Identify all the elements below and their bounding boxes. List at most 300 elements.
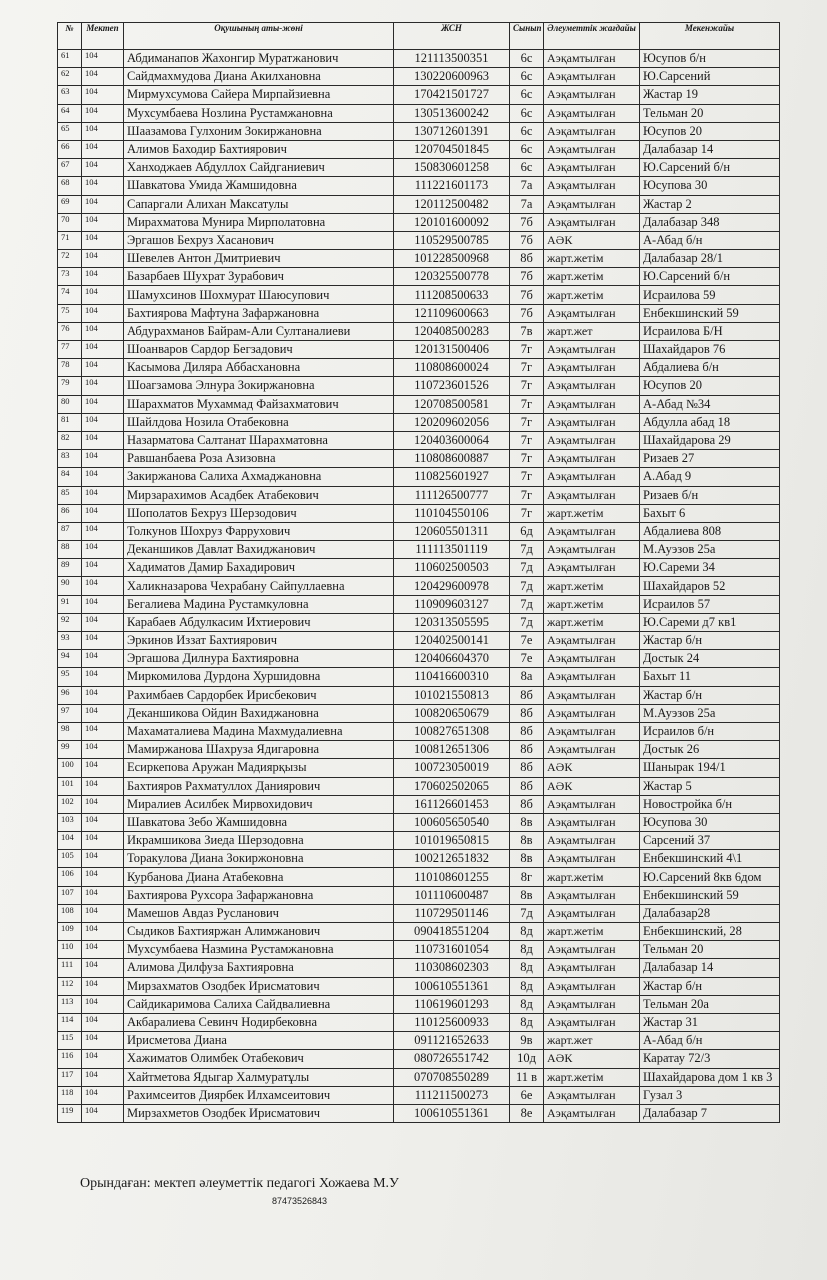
student-name: Торакулова Диана Зокиржоновна [124, 850, 394, 868]
social-status: жарт.жетім [544, 250, 640, 268]
school-number: 104 [82, 759, 124, 777]
student-name: Шарахматов Мухаммад Файзахматович [124, 395, 394, 413]
school-number: 104 [82, 995, 124, 1013]
table-row [58, 486, 780, 504]
school-number: 104 [82, 632, 124, 650]
row-number: 109 [58, 923, 82, 941]
table-row [58, 1104, 780, 1122]
student-name: Мирмухсумова Сайера Мирпайзиевна [124, 86, 394, 104]
social-status: Аэқамтылған [544, 177, 640, 195]
social-status: жарт.жетім [544, 1068, 640, 1086]
header-student-name: Оқушының аты-жөні [124, 23, 394, 50]
school-number: 104 [82, 977, 124, 995]
student-table [57, 22, 780, 1123]
table-row [58, 977, 780, 995]
social-status: Аэқамтылған [544, 341, 640, 359]
address: Шахайдаров 52 [640, 577, 780, 595]
address: Исраилова Б/Н [640, 322, 780, 340]
student-iin: 150830601258 [394, 159, 510, 177]
student-class: 8д [510, 995, 544, 1013]
student-name: Курбанова Диана Атабековна [124, 868, 394, 886]
row-number: 62 [58, 68, 82, 86]
address: Тельман 20 [640, 941, 780, 959]
social-status: АӘК [544, 1050, 640, 1068]
social-status: Аэқамтылған [544, 450, 640, 468]
student-iin: 101110600487 [394, 886, 510, 904]
table-row [58, 541, 780, 559]
student-class: 8д [510, 977, 544, 995]
student-class: 7б [510, 304, 544, 322]
social-status: Аэқамтылған [544, 722, 640, 740]
student-name: Бахтиярова Мафтуна Зафаржановна [124, 304, 394, 322]
table-row [58, 613, 780, 631]
school-number: 104 [82, 904, 124, 922]
student-class: 7а [510, 177, 544, 195]
student-name: Мирахматова Мунира Мирполатовна [124, 213, 394, 231]
table-row [58, 868, 780, 886]
social-status: Аэқамтылған [544, 977, 640, 995]
address: Юсупов б/н [640, 50, 780, 68]
student-iin: 120101600092 [394, 213, 510, 231]
social-status: жарт.жет [544, 322, 640, 340]
table-row [58, 650, 780, 668]
student-iin: 120403600064 [394, 431, 510, 449]
table-row [58, 559, 780, 577]
header-school: Мектеп [82, 23, 124, 50]
school-number: 104 [82, 322, 124, 340]
student-class: 7г [510, 504, 544, 522]
student-iin: 120313505595 [394, 613, 510, 631]
address: Тельман 20 [640, 104, 780, 122]
row-number: 111 [58, 959, 82, 977]
social-status: Аэқамтылған [544, 104, 640, 122]
student-name: Мирзахметов Озодбек Ирисматович [124, 1104, 394, 1122]
school-number: 104 [82, 722, 124, 740]
row-number: 69 [58, 195, 82, 213]
school-number: 104 [82, 486, 124, 504]
address: Абдулла абад 18 [640, 413, 780, 431]
student-iin: 110825601927 [394, 468, 510, 486]
social-status: Аэқамтылған [544, 159, 640, 177]
row-number: 71 [58, 231, 82, 249]
student-class: 7а [510, 195, 544, 213]
address: Достык 26 [640, 741, 780, 759]
row-number: 110 [58, 941, 82, 959]
table-row [58, 686, 780, 704]
school-number: 104 [82, 1032, 124, 1050]
social-status: жарт.жетім [544, 595, 640, 613]
student-name: Сыдиков Бахтияржан Алимжанович [124, 923, 394, 941]
student-class: 8б [510, 250, 544, 268]
address: Абдалиева б/н [640, 359, 780, 377]
student-class: 7д [510, 541, 544, 559]
address: Шахайдаров 76 [640, 341, 780, 359]
table-row [58, 431, 780, 449]
student-class: 7д [510, 559, 544, 577]
footer-phone: 87473526843 [272, 1196, 328, 1206]
student-name: Эркинов Иззат Бахтиярович [124, 632, 394, 650]
student-name: Мирзахматов Озодбек Ирисматович [124, 977, 394, 995]
student-name: Рахимсеитов Диярбек Илхамсеитович [124, 1086, 394, 1104]
row-number: 112 [58, 977, 82, 995]
address: Енбекшинский 59 [640, 304, 780, 322]
student-name: Бахтиярова Рухсора Зафаржановна [124, 886, 394, 904]
table-row [58, 1050, 780, 1068]
table-row [58, 813, 780, 831]
student-name: Икрамшикова Зиеда Шерзодовна [124, 832, 394, 850]
school-number: 104 [82, 413, 124, 431]
address: Жастар 31 [640, 1013, 780, 1031]
row-number: 115 [58, 1032, 82, 1050]
address: Жастар б/н [640, 686, 780, 704]
student-iin: 110416600310 [394, 668, 510, 686]
social-status: АӘК [544, 777, 640, 795]
address: Новостройка б/н [640, 795, 780, 813]
row-number: 98 [58, 722, 82, 740]
student-class: 8д [510, 1013, 544, 1031]
social-status: Аэқамтылған [544, 995, 640, 1013]
student-name: Хайтметова Ядыгар Халмуратұлы [124, 1068, 394, 1086]
social-status: Аэқамтылған [544, 632, 640, 650]
student-name: Шайлдова Нозила Отабековна [124, 413, 394, 431]
student-name: Деканшикова Ойдин Вахиджановна [124, 704, 394, 722]
address: А-Абад б/н [640, 1032, 780, 1050]
student-name: Толкунов Шохруз Фаррухович [124, 522, 394, 540]
student-class: 8д [510, 959, 544, 977]
address: Ризаев 27 [640, 450, 780, 468]
student-iin: 120325500778 [394, 268, 510, 286]
student-name: Абдурахманов Байрам-Али Султаналиеви [124, 322, 394, 340]
social-status: Аэқамтылған [544, 122, 640, 140]
table-row [58, 522, 780, 540]
student-class: 8г [510, 868, 544, 886]
student-iin: 100212651832 [394, 850, 510, 868]
school-number: 104 [82, 668, 124, 686]
row-number: 96 [58, 686, 82, 704]
row-number: 83 [58, 450, 82, 468]
table-row [58, 140, 780, 158]
address: Ю.Сарсений 8кв 6дом [640, 868, 780, 886]
student-name: Абдиманапов Жахонгир Муратжанович [124, 50, 394, 68]
social-status: Аэқамтылған [544, 395, 640, 413]
student-iin: 100812651306 [394, 741, 510, 759]
school-number: 104 [82, 923, 124, 941]
student-class: 7г [510, 377, 544, 395]
student-iin: 121113500351 [394, 50, 510, 68]
student-class: 7г [510, 359, 544, 377]
student-class: 8б [510, 759, 544, 777]
social-status: Аэқамтылған [544, 559, 640, 577]
table-row [58, 1032, 780, 1050]
address: Далабазар 7 [640, 1104, 780, 1122]
student-name: Мамешов Авдаз Русланович [124, 904, 394, 922]
school-number: 104 [82, 650, 124, 668]
address: Ю.Сарсений [640, 68, 780, 86]
address: Ризаев б/н [640, 486, 780, 504]
social-status: Аэқамтылған [544, 795, 640, 813]
student-class: 9в [510, 1032, 544, 1050]
student-name: Ханходжаев Абдуллох Сайдганиевич [124, 159, 394, 177]
student-class: 8б [510, 795, 544, 813]
row-number: 116 [58, 1050, 82, 1068]
student-iin: 110723601526 [394, 377, 510, 395]
social-status: жарт.жетім [544, 577, 640, 595]
school-number: 104 [82, 832, 124, 850]
table-row [58, 632, 780, 650]
student-iin: 100610551361 [394, 977, 510, 995]
student-iin: 110619601293 [394, 995, 510, 1013]
student-name: Акбаралиева Севинч Нодирбековна [124, 1013, 394, 1031]
student-iin: 091121652633 [394, 1032, 510, 1050]
student-name: Шаазамова Гулхоним Зокиржановна [124, 122, 394, 140]
row-number: 100 [58, 759, 82, 777]
school-number: 104 [82, 250, 124, 268]
school-number: 104 [82, 1050, 124, 1068]
school-number: 104 [82, 213, 124, 231]
student-name: Алимов Баходир Бахтиярович [124, 140, 394, 158]
student-class: 6с [510, 68, 544, 86]
header-address: Мекенжайы [640, 23, 780, 50]
student-class: 8е [510, 1104, 544, 1122]
student-name: Хажиматов Олимбек Отабекович [124, 1050, 394, 1068]
social-status: Аэқамтылған [544, 886, 640, 904]
student-class: 7д [510, 577, 544, 595]
table-row [58, 304, 780, 322]
student-class: 7б [510, 268, 544, 286]
student-iin: 110104550106 [394, 504, 510, 522]
student-name: Ирисметова Диана [124, 1032, 394, 1050]
address: Жастар 5 [640, 777, 780, 795]
row-number: 94 [58, 650, 82, 668]
table-row [58, 322, 780, 340]
table-row [58, 923, 780, 941]
student-class: 8б [510, 722, 544, 740]
address: Юсупов 20 [640, 377, 780, 395]
student-name: Махаматалиева Мадина Махмудалиевна [124, 722, 394, 740]
student-name: Есиркепова Аружан Мадиярқызы [124, 759, 394, 777]
address: Юсупова 30 [640, 813, 780, 831]
student-name: Шоагзамова Элнура Зокиржановна [124, 377, 394, 395]
student-class: 7б [510, 213, 544, 231]
table-row [58, 104, 780, 122]
row-number: 73 [58, 268, 82, 286]
table-row [58, 341, 780, 359]
school-number: 104 [82, 122, 124, 140]
table-body [58, 50, 780, 1123]
student-table-wrapper [57, 22, 779, 1123]
student-name: Деканшиков Давлат Вахиджанович [124, 541, 394, 559]
row-number: 103 [58, 813, 82, 831]
school-number: 104 [82, 850, 124, 868]
table-row [58, 413, 780, 431]
school-number: 104 [82, 86, 124, 104]
address: Жастар 2 [640, 195, 780, 213]
school-number: 104 [82, 468, 124, 486]
student-iin: 100820650679 [394, 704, 510, 722]
social-status: Аэқамтылған [544, 1104, 640, 1122]
student-iin: 100827651308 [394, 722, 510, 740]
social-status: Аэқамтылған [544, 1013, 640, 1031]
student-name: Сапаргали Алихан Максатулы [124, 195, 394, 213]
student-name: Закиржанова Салиха Ахмаджановна [124, 468, 394, 486]
school-number: 104 [82, 268, 124, 286]
student-name: Миралиев Асилбек Мирвохидович [124, 795, 394, 813]
address: М.Ауэзов 25а [640, 704, 780, 722]
student-class: 7г [510, 413, 544, 431]
row-number: 82 [58, 431, 82, 449]
student-iin: 100605650540 [394, 813, 510, 831]
student-name: Касымова Диляра Аббасхановна [124, 359, 394, 377]
address: Жастар б/н [640, 977, 780, 995]
footer-signature: Орындаған: мектеп әлеуметтік педагогі Хожаева М.У [80, 1176, 399, 1191]
social-status: Аэқамтылған [544, 959, 640, 977]
student-iin: 130712601391 [394, 122, 510, 140]
row-number: 99 [58, 741, 82, 759]
student-class: 6е [510, 1086, 544, 1104]
social-status: Аэқамтылған [544, 686, 640, 704]
student-iin: 120408500283 [394, 322, 510, 340]
header-social-status: Әлеуметтік жағдайы [544, 23, 640, 50]
student-iin: 120131500406 [394, 341, 510, 359]
student-name: Сайдикаримова Салиха Сайдвалиевна [124, 995, 394, 1013]
address: Юсупов 20 [640, 122, 780, 140]
school-number: 104 [82, 286, 124, 304]
address: Каратау 72/3 [640, 1050, 780, 1068]
table-row [58, 777, 780, 795]
address: Бахыт 6 [640, 504, 780, 522]
student-class: 7д [510, 904, 544, 922]
student-name: Хадиматов Дамир Бахадирович [124, 559, 394, 577]
social-status: Аэқамтылған [544, 359, 640, 377]
school-number: 104 [82, 541, 124, 559]
row-number: 113 [58, 995, 82, 1013]
table-row [58, 904, 780, 922]
row-number: 81 [58, 413, 82, 431]
social-status: Аэқамтылған [544, 904, 640, 922]
address: Юсупова 30 [640, 177, 780, 195]
social-status: Аэқамтылған [544, 86, 640, 104]
address: Сарсений 37 [640, 832, 780, 850]
student-iin: 120402500141 [394, 632, 510, 650]
social-status: Аэқамтылған [544, 377, 640, 395]
table-row [58, 68, 780, 86]
social-status: Аэқамтылған [544, 486, 640, 504]
row-number: 77 [58, 341, 82, 359]
row-number: 90 [58, 577, 82, 595]
student-iin: 121109600663 [394, 304, 510, 322]
student-class: 7г [510, 341, 544, 359]
row-number: 80 [58, 395, 82, 413]
school-number: 104 [82, 377, 124, 395]
address: Шанырак 194/1 [640, 759, 780, 777]
student-class: 7е [510, 632, 544, 650]
student-class: 6с [510, 122, 544, 140]
student-name: Бегалиева Мадина Рустамкуловна [124, 595, 394, 613]
student-iin: 110729501146 [394, 904, 510, 922]
table-row [58, 50, 780, 68]
student-iin: 111221601173 [394, 177, 510, 195]
table-row [58, 995, 780, 1013]
row-number: 102 [58, 795, 82, 813]
row-number: 67 [58, 159, 82, 177]
school-number: 104 [82, 795, 124, 813]
address: Жастар б/н [640, 632, 780, 650]
school-number: 104 [82, 50, 124, 68]
row-number: 93 [58, 632, 82, 650]
student-iin: 110808600024 [394, 359, 510, 377]
student-name: Бахтияров Рахматуллох Даниярович [124, 777, 394, 795]
student-iin: 090418551204 [394, 923, 510, 941]
address: А-Абад №34 [640, 395, 780, 413]
school-number: 104 [82, 304, 124, 322]
student-class: 7г [510, 431, 544, 449]
student-class: 7д [510, 613, 544, 631]
student-class: 7б [510, 231, 544, 249]
social-status: Аэқамтылған [544, 68, 640, 86]
row-number: 65 [58, 122, 82, 140]
school-number: 104 [82, 577, 124, 595]
student-iin: 100610551361 [394, 1104, 510, 1122]
student-iin: 120112500482 [394, 195, 510, 213]
table-row [58, 377, 780, 395]
table-row [58, 832, 780, 850]
student-name: Мухсумбаева Назмина Рустамжановна [124, 941, 394, 959]
student-class: 7г [510, 395, 544, 413]
school-number: 104 [82, 777, 124, 795]
row-number: 61 [58, 50, 82, 68]
school-number: 104 [82, 359, 124, 377]
student-name: Равшанбаева Роза Азизовна [124, 450, 394, 468]
header-class: Сынып [510, 23, 544, 50]
table-row [58, 195, 780, 213]
row-number: 88 [58, 541, 82, 559]
table-header-row [58, 23, 780, 50]
student-class: 10д [510, 1050, 544, 1068]
social-status: Аэқамтылған [544, 522, 640, 540]
social-status: жарт.жетім [544, 613, 640, 631]
student-iin: 130513600242 [394, 104, 510, 122]
social-status: жарт.жет [544, 1032, 640, 1050]
student-name: Назарматова Салтанат Шарахматовна [124, 431, 394, 449]
address: Шахайдарова дом 1 кв 3 [640, 1068, 780, 1086]
table-row [58, 395, 780, 413]
table-row [58, 741, 780, 759]
table-row [58, 177, 780, 195]
school-number: 104 [82, 522, 124, 540]
table-row [58, 1086, 780, 1104]
address: Ю.Сарсений б/н [640, 268, 780, 286]
row-number: 89 [58, 559, 82, 577]
school-number: 104 [82, 1104, 124, 1122]
student-class: 6д [510, 522, 544, 540]
social-status: Аэқамтылған [544, 413, 640, 431]
table-row [58, 504, 780, 522]
address: А.Абад 9 [640, 468, 780, 486]
table-row [58, 231, 780, 249]
social-status: жарт.жетім [544, 268, 640, 286]
school-number: 104 [82, 231, 124, 249]
student-class: 8д [510, 923, 544, 941]
student-iin: 170421501727 [394, 86, 510, 104]
row-number: 119 [58, 1104, 82, 1122]
table-row [58, 722, 780, 740]
school-number: 104 [82, 941, 124, 959]
row-number: 74 [58, 286, 82, 304]
table-row [58, 886, 780, 904]
student-name: Шевелев Антон Дмитриевич [124, 250, 394, 268]
address: Достык 24 [640, 650, 780, 668]
student-iin: 111126500777 [394, 486, 510, 504]
